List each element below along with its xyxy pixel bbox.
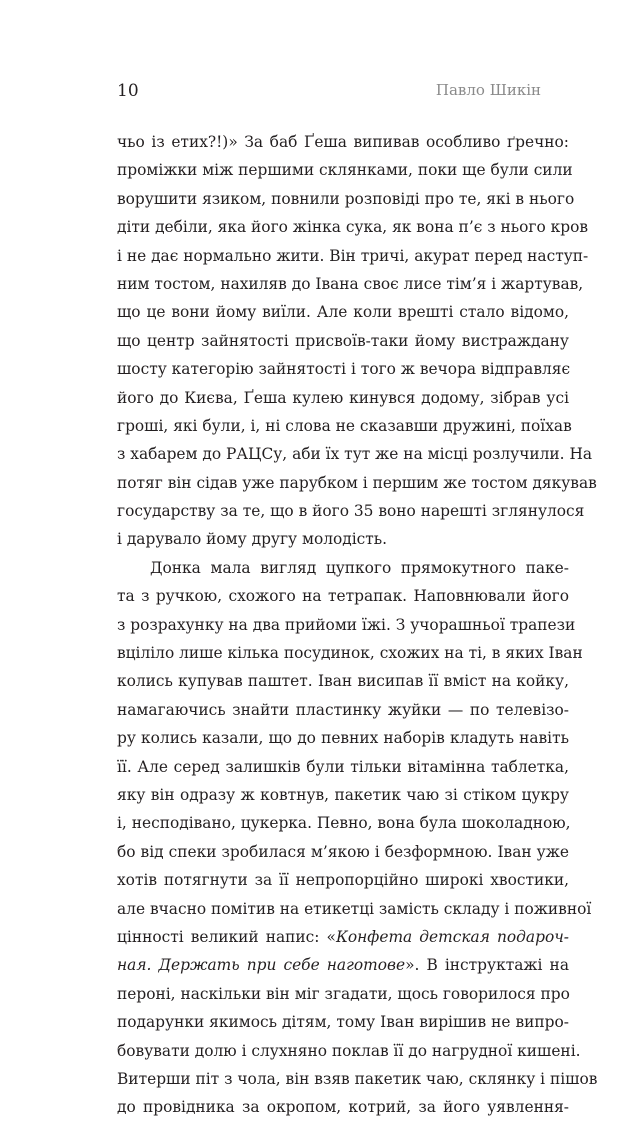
page-number: 10 — [117, 81, 139, 101]
text-line: що це вони йому виїли. Але коли врешті стало відомо, — [117, 303, 569, 322]
text-line: намагаючись знайти пластинку жуйки — по телевізо- — [117, 700, 569, 719]
text-line: ру колись казали, що до певних наборів кладуть навіть — [117, 729, 569, 748]
text-line: її. Але серед залишків були тільки вітамінна таблетка, — [117, 757, 569, 776]
text-line: бо від спеки зробилася м’якою і безформною. Іван уже — [117, 842, 569, 861]
text-line: і, несподівано, цукерка. Певно, вона була шоколадною, — [117, 814, 571, 833]
text-line: подарунки якимось дітям, тому Іван вирішив не випро- — [117, 1013, 569, 1032]
text-line: бовувати долю і слухняно поклав її до нагрудної кишені. — [117, 1041, 581, 1060]
text-line: яку він одразу ж ковтнув, пакетик чаю зі стіком цукру — [117, 785, 569, 804]
text-line: з розрахунку на два прийоми їжі. З учорашньої трапези — [117, 615, 576, 634]
text-line: Витерши піт з чола, він взяв пакетик чаю, склянку і пішов — [117, 1069, 598, 1088]
text-line: потяг він сідав уже парубком і першим же тостом дякував — [117, 473, 597, 492]
italic-quote: ная. Держать при себе наготове — [117, 956, 406, 975]
text-line: діти дебіли, яка його жінка сука, як вона п’є з нього кров — [117, 218, 589, 237]
text-line: ворушити язиком, повнили розповіді про те, які в нього — [117, 189, 575, 208]
quote-tail: ». В інструктажі на — [405, 956, 569, 975]
italic-quote: Конфета детская подароч- — [335, 927, 569, 946]
body-text — [117, 128, 598, 1122]
text-line-with-quote — [117, 923, 569, 951]
text-line: з хабарем до РАЦСу, аби їх тут же на місці розлучили. На — [117, 445, 593, 464]
text-line: але вчасно помітив на етикетці замість складу і поживної — [117, 899, 592, 918]
quote-lead: цінності великий напис: « — [117, 927, 336, 946]
text-line: до провідника за окропом, котрий, за його уявлення- — [117, 1098, 569, 1117]
text-line: і не дає нормально жити. Він тричі, акурат перед наступ- — [117, 246, 589, 265]
text-line: вціліло лише кілька посудинок, схожих на ті, в яких Іван — [117, 644, 583, 663]
text-line: колись купував паштет. Іван висипав її вміст на койку, — [117, 672, 569, 691]
text-line: та з ручкою, схожого на тетрапак. Наповнювали його — [117, 587, 569, 606]
text-line: пероні, наскільки він міг згадати, щось говорилося про — [117, 984, 570, 1003]
text-line: хотів потягнути за її непропорційно широкі хвостики, — [117, 871, 569, 890]
text-line: государству за те, що в його 35 воно нарешті зглянулося — [117, 502, 585, 521]
text-line: ним тостом, нахиляв до Івана своє лисе тім’я і жартував, — [117, 274, 584, 293]
text-line: чьо із етих?!)» За баб Ґеша випивав особливо ґречно: — [117, 133, 569, 151]
paragraph-first-line: Донка мала вигляд цупкого прямокутного паке- — [150, 558, 569, 577]
text-line: гроші, які були, і, ні слова не сказавши дружині, поїхав — [117, 416, 572, 435]
paragraph-end-line: і дарувало йому другу молодість. — [117, 530, 388, 549]
text-line: що центр зайнятості присвоїв-таки йому вистраждану — [117, 331, 569, 350]
text-line-with-quote — [117, 951, 569, 979]
text-line: проміжки між першими склянками, поки ще були сили — [117, 161, 573, 180]
text-line: його до Києва, Ґеша кулею кинувся додому, зібрав усі — [117, 388, 569, 407]
running-head-author: Павло Шикін — [435, 81, 541, 99]
text-line: шосту категорію зайнятості і того ж вечора відправляє — [117, 360, 571, 379]
